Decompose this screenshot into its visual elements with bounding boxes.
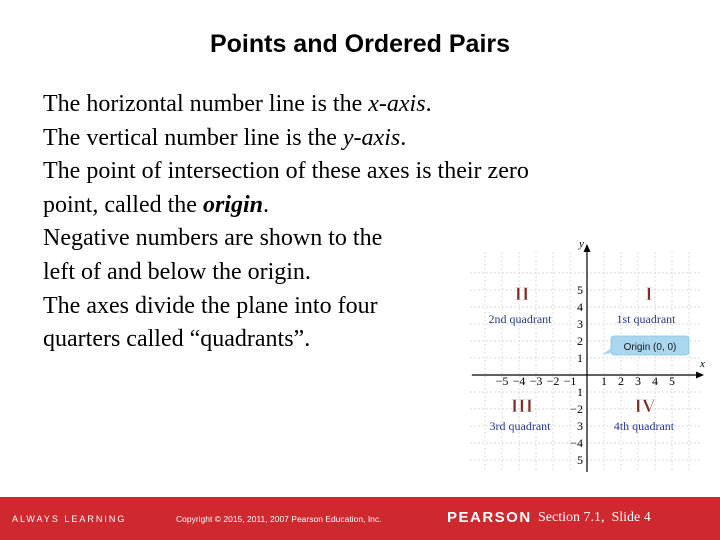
x-tick-labels bbox=[496, 374, 675, 388]
y-tick-label: −4 bbox=[570, 436, 583, 450]
x-tick-label: −5 bbox=[495, 374, 509, 388]
y-tick-label: 3 bbox=[577, 419, 583, 433]
quadrant-ii-label: 2nd quadrant bbox=[488, 312, 552, 326]
y-axis-arrow-icon bbox=[584, 244, 591, 252]
text-line: Negative numbers are shown to the bbox=[43, 225, 383, 252]
quadrant-iii-label: 3rd quadrant bbox=[489, 419, 551, 433]
x-tick-label: 1 bbox=[601, 374, 607, 388]
origin-callout-pointer-icon bbox=[602, 348, 611, 355]
quadrant-iv-numeral: IV bbox=[634, 396, 656, 417]
x-tick-label: 5 bbox=[669, 374, 675, 388]
y-tick-label: −2 bbox=[570, 402, 583, 416]
x-axis-arrow-icon bbox=[696, 372, 704, 379]
slide-title: Points and Ordered Pairs bbox=[209, 30, 511, 58]
y-tick-label: 5 bbox=[577, 453, 583, 467]
grid-lines bbox=[470, 252, 702, 476]
text-line: The vertical number line is the y-axis. bbox=[43, 124, 407, 151]
y-tick-label: 1 bbox=[577, 351, 583, 365]
x-tick-label: 3 bbox=[635, 374, 641, 388]
text-line: The point of intersection of these axes is their zero bbox=[43, 158, 529, 185]
y-tick-label: 2 bbox=[577, 334, 583, 348]
y-tick-label: 1 bbox=[577, 385, 583, 399]
y-axis-label: y bbox=[579, 238, 584, 250]
text-line: point, called the origin. bbox=[43, 191, 269, 218]
y-tick-label: 3 bbox=[577, 317, 583, 331]
quadrant-iii-numeral: III bbox=[510, 396, 534, 417]
text-line: left of and below the origin. bbox=[43, 258, 311, 285]
quadrant-ii-numeral: II bbox=[514, 284, 530, 305]
quadrant-i-numeral: I bbox=[645, 284, 653, 305]
footer-slide-number: Section 7.1, Slide 4 bbox=[538, 510, 651, 525]
footer-copyright: Copyright © 2015, 2011, 2007 Pearson Education, Inc. bbox=[176, 514, 382, 524]
text-line: quarters called “quadrants”. bbox=[43, 326, 311, 353]
x-axis-label: x bbox=[700, 358, 705, 370]
coordinate-plane bbox=[464, 232, 710, 476]
x-tick-label: −4 bbox=[512, 374, 526, 388]
text-line: The axes divide the plane into four bbox=[43, 292, 378, 319]
footer-tagline: ALWAYS LEARNING bbox=[12, 514, 127, 524]
quadrant-iv-label: 4th quadrant bbox=[613, 419, 675, 433]
x-tick-label: 2 bbox=[618, 374, 624, 388]
quadrant-i-label: 1st quadrant bbox=[616, 312, 676, 326]
y-tick-label: 4 bbox=[577, 300, 583, 314]
text-line: The horizontal number line is the x-axis. bbox=[43, 91, 432, 117]
x-tick-label: −3 bbox=[529, 374, 543, 388]
footer-bar bbox=[0, 497, 720, 540]
origin-callout-label: Origin (0, 0) bbox=[623, 342, 677, 353]
y-tick-label: 5 bbox=[577, 283, 583, 297]
x-tick-label: 4 bbox=[652, 374, 658, 388]
x-tick-label: −2 bbox=[546, 374, 560, 388]
x-tick-label: −1 bbox=[563, 374, 577, 388]
footer-brand-logo: PEARSON bbox=[447, 509, 532, 526]
